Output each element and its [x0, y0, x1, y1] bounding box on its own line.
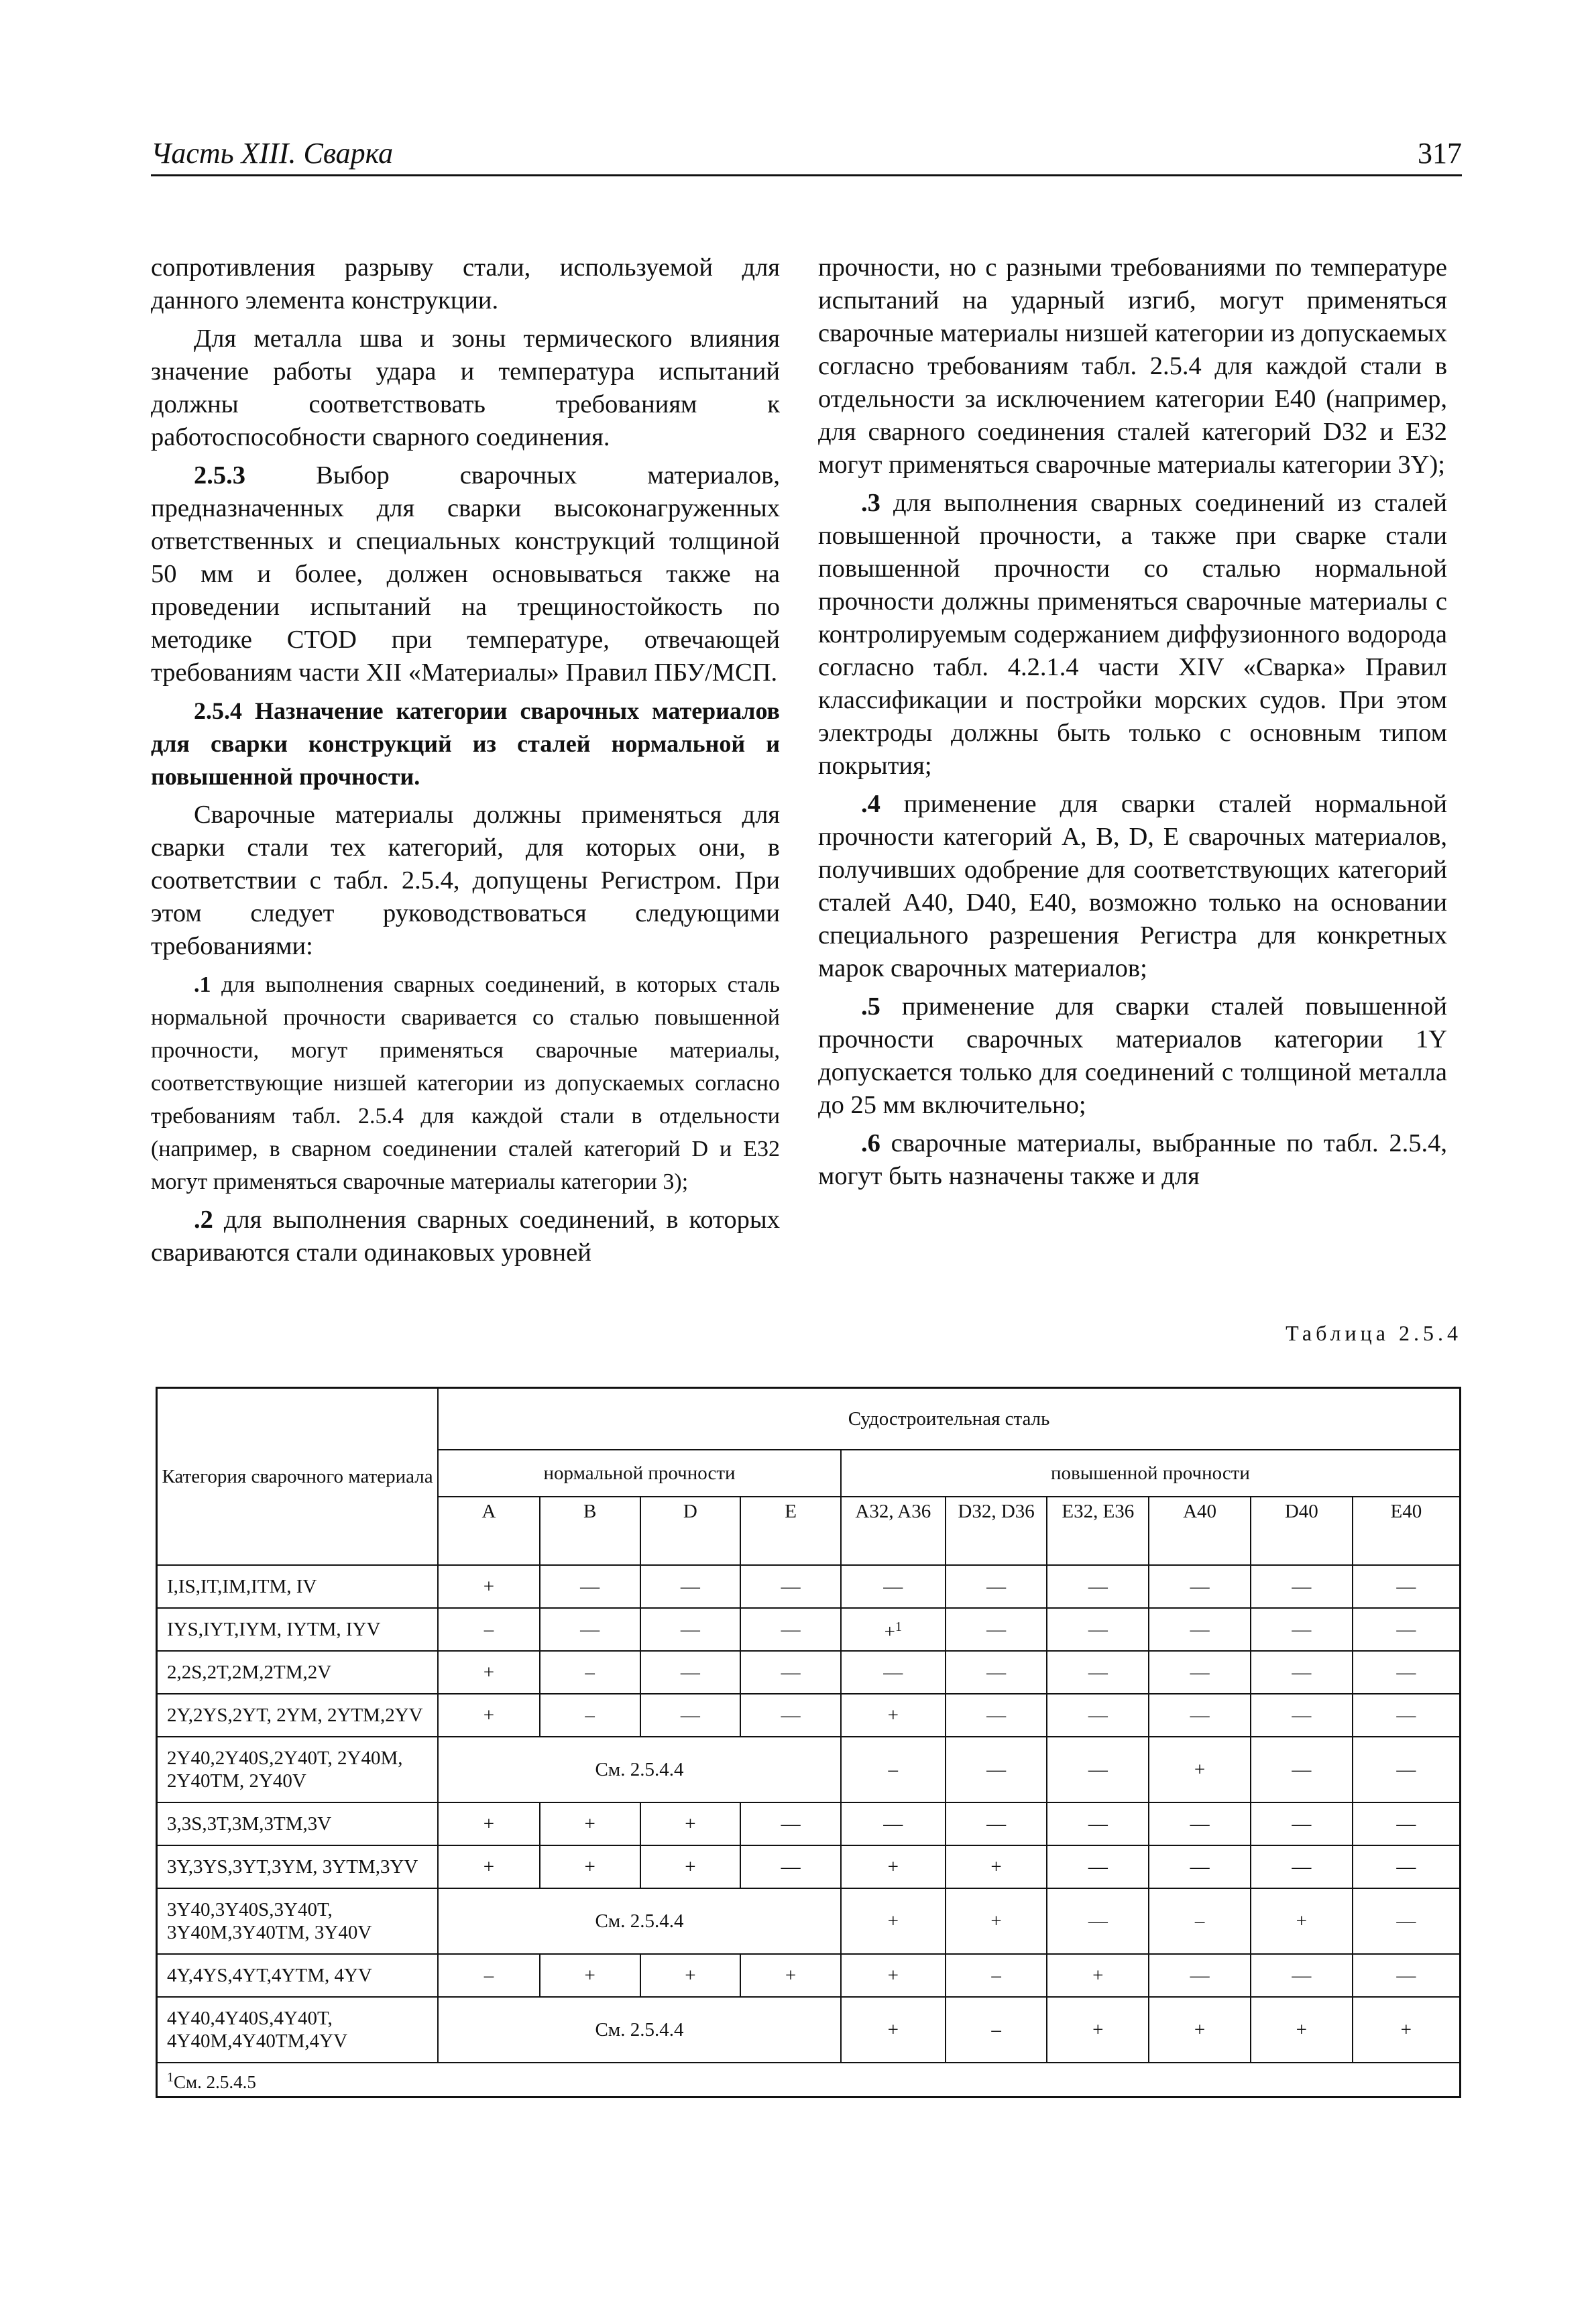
footnote-text: См. 2.5.4.5 [174, 2072, 256, 2092]
value-cell [1251, 1997, 1353, 2063]
cell-value: — [986, 1619, 1007, 1640]
value-cell [1047, 1997, 1149, 2063]
cell-value: — [1088, 1705, 1108, 1726]
cell-value: — [580, 1576, 600, 1597]
value-cell [1353, 1651, 1461, 1694]
value-cell [1251, 1888, 1353, 1954]
value-cell [438, 1694, 540, 1737]
value-cell [946, 1608, 1047, 1651]
value-cell [1251, 1651, 1353, 1694]
cell-value: — [1292, 1813, 1312, 1835]
value-cell [1251, 1694, 1353, 1737]
paragraph: Сварочные материалы должны применяться для сварки стали тех категорий, для которых они, в соответствии с табл. 2.5.4, допущены Регистром. При этом следует руководствоваться следующими требованиями: [151, 801, 780, 960]
clause-number: .6 [861, 1129, 880, 1157]
cell-value: — [1088, 1856, 1108, 1878]
cell-value: + [990, 1856, 1002, 1878]
cell-value: + [483, 1662, 495, 1683]
paragraph: Для металла шва и зоны термического влияния значение работы удара и температура испытаний должны соответствовать требованиям к работоспособности сварного соединения. [151, 325, 780, 451]
clause-number: .3 [861, 489, 880, 517]
cell-value: — [986, 1813, 1007, 1835]
value-cell [740, 1802, 841, 1845]
cell-value: — [1396, 1662, 1416, 1683]
cell-value: – [991, 1965, 1001, 1986]
cell-value: + [1194, 1759, 1206, 1780]
category-cell: 3Y,3YS,3YT,3YM, 3YTM,3YV [157, 1845, 439, 1888]
cell-value: — [1190, 1619, 1210, 1640]
value-cell [946, 1737, 1047, 1802]
value-cell [1353, 1565, 1461, 1608]
value-cell [1353, 1737, 1461, 1802]
high-strength-header: повышенной прочности [841, 1450, 1461, 1497]
column-header: E [740, 1497, 841, 1565]
paragraph [151, 1204, 780, 1269]
cell-value: — [1190, 1856, 1210, 1878]
value-cell [841, 1802, 946, 1845]
value-cell [1047, 1608, 1149, 1651]
table-row [157, 1694, 1461, 1737]
table-row [157, 1737, 1461, 1802]
cell-value: — [986, 1576, 1007, 1597]
cell-value: + [1296, 1910, 1308, 1932]
clause-number: .2 [194, 1206, 213, 1234]
table-row [157, 1608, 1461, 1651]
cell-value: — [1396, 1910, 1416, 1932]
value-cell [1149, 1845, 1251, 1888]
cell-value: — [1396, 1813, 1416, 1835]
cell-value: — [1292, 1662, 1312, 1683]
value-cell [1047, 1565, 1149, 1608]
cell-value: + [1092, 1965, 1104, 1986]
value-cell [540, 1954, 640, 1997]
cell-value: – [585, 1705, 595, 1726]
cell-value: — [1292, 1576, 1312, 1597]
cell-value: — [781, 1813, 801, 1835]
value-cell [1353, 1694, 1461, 1737]
value-cell [1149, 1565, 1251, 1608]
value-cell [841, 1997, 946, 2063]
cell-value: — [883, 1662, 903, 1683]
table-row [157, 1565, 1461, 1608]
value-cell [438, 1651, 540, 1694]
category-cell: IYS,IYT,IYM, IYTM, IYV [157, 1608, 439, 1651]
value-cell [841, 1845, 946, 1888]
paragraph-text: применение для сварки сталей нормальной прочности категорий A, B, D, E сварочных материалов, получивших одобрение для соответствующих категорий сталей A40, D40, E40, возможно только на основании специального разрешения Регистра для конкретных марок сварочных материалов; [818, 790, 1447, 982]
table-footnote [157, 2063, 1461, 2098]
cell-value: + [685, 1856, 696, 1878]
cell-value: + [887, 1856, 899, 1878]
column-header: E32, E36 [1047, 1497, 1149, 1565]
value-cell [640, 1694, 741, 1737]
cell-value: — [1396, 1576, 1416, 1597]
cell-value: – [991, 2019, 1001, 2041]
cell-value: — [1292, 1965, 1312, 1986]
cell-value: + [584, 1856, 595, 1878]
value-cell [1047, 1802, 1149, 1845]
table-row [157, 1888, 1461, 1954]
value-cell [438, 1565, 540, 1608]
cell-value: — [781, 1619, 801, 1640]
cell-value: — [1190, 1662, 1210, 1683]
left-column [151, 251, 780, 1275]
paragraph: сопротивления разрыву стали, используемой для данного элемента конструкции. [151, 253, 780, 314]
cell-value: — [1190, 1965, 1210, 1986]
value-cell [1149, 1694, 1251, 1737]
value-cell [438, 1954, 540, 1997]
value-cell [540, 1565, 640, 1608]
value-cell [841, 1651, 946, 1694]
value-cell [740, 1651, 841, 1694]
see-reference-cell: См. 2.5.4.4 [438, 1888, 841, 1954]
value-cell [1047, 1954, 1149, 1997]
column-header: D32, D36 [946, 1497, 1047, 1565]
cell-value: — [986, 1662, 1007, 1683]
footnote-mark: 1 [895, 1619, 902, 1635]
value-cell [946, 1997, 1047, 2063]
value-cell [946, 1694, 1047, 1737]
cell-value: + [887, 1965, 899, 1986]
paragraph [818, 487, 1447, 783]
value-cell [540, 1802, 640, 1845]
category-cell: 2Y,2YS,2YT, 2YM, 2YTM,2YV [157, 1694, 439, 1737]
value-cell [1149, 1954, 1251, 1997]
value-cell [438, 1608, 540, 1651]
value-cell [740, 1694, 841, 1737]
value-cell [841, 1608, 946, 1651]
paragraph [151, 968, 780, 1198]
cell-value: — [1190, 1576, 1210, 1597]
category-cell: 4Y,4YS,4YT,4YTM, 4YV [157, 1954, 439, 1997]
column-header: E40 [1353, 1497, 1461, 1565]
value-cell [1353, 1888, 1461, 1954]
value-cell [841, 1694, 946, 1737]
cell-value: – [483, 1965, 494, 1986]
value-cell [841, 1888, 946, 1954]
value-cell [1047, 1845, 1149, 1888]
value-cell [946, 1845, 1047, 1888]
page-number: 317 [1418, 137, 1462, 170]
paragraph: прочности, но с разными требованиями по температуре испытаний на ударный изгиб, могут применяться сварочные материалы низшей категории из допускаемых согласно требованиям табл. 2.5.4 для каждой стали в отдельности за исключением категории E40 (например, для сварного соединения сталей категорий D32 и E32 могут применяться сварочные материалы категории 3Y); [818, 253, 1447, 479]
value-cell [1251, 1954, 1353, 1997]
value-cell [540, 1651, 640, 1694]
column-header: A40 [1149, 1497, 1251, 1565]
category-cell: I,IS,IT,IM,ITM, IV [157, 1565, 439, 1608]
paragraph-text: применение для сварки сталей повышенной прочности сварочных материалов категории 1Y допускается только для соединений с толщиной металла до 25 мм включительно; [818, 992, 1447, 1119]
column-header: B [540, 1497, 640, 1565]
value-cell [1047, 1737, 1149, 1802]
cell-value: — [883, 1576, 903, 1597]
value-cell [640, 1845, 741, 1888]
cell-value: + [483, 1856, 495, 1878]
cell-value: + [584, 1813, 595, 1835]
cell-value: — [986, 1759, 1007, 1780]
cell-value: — [680, 1705, 700, 1726]
cell-value: – [483, 1619, 494, 1640]
value-cell [1353, 1802, 1461, 1845]
cell-value: – [1194, 1910, 1205, 1932]
column-header: D [640, 1497, 741, 1565]
steel-header: Судостроительная сталь [438, 1388, 1460, 1450]
clause-number: .1 [194, 972, 211, 997]
section-heading: 2.5.4 Назначение категории сварочных материалов для сварки конструкций из сталей нормальной и повышенной прочности. [151, 697, 780, 790]
paragraph [818, 788, 1447, 985]
cell-value: + [483, 1576, 495, 1597]
cell-value: + [884, 1621, 895, 1643]
cell-value: + [685, 1965, 696, 1986]
cell-value: — [1088, 1813, 1108, 1835]
cell-value: — [1292, 1619, 1312, 1640]
value-cell [438, 1845, 540, 1888]
cell-value: — [1190, 1705, 1210, 1726]
cell-value: — [781, 1662, 801, 1683]
value-cell [1149, 1997, 1251, 2063]
value-cell [1251, 1845, 1353, 1888]
value-cell [1149, 1888, 1251, 1954]
right-column [818, 251, 1447, 1198]
cell-value: — [1190, 1813, 1210, 1835]
cell-value: — [1396, 1965, 1416, 1986]
value-cell [640, 1651, 741, 1694]
value-cell [640, 1954, 741, 1997]
cell-value: — [680, 1576, 700, 1597]
value-cell [640, 1608, 741, 1651]
category-cell: 3Y40,3Y40S,3Y40T, 3Y40M,3Y40TM, 3Y40V [157, 1888, 439, 1954]
value-cell [540, 1608, 640, 1651]
value-cell [540, 1845, 640, 1888]
value-cell [841, 1954, 946, 1997]
category-cell: 2,2S,2T,2M,2TM,2V [157, 1651, 439, 1694]
value-cell [1353, 1997, 1461, 2063]
cell-value: — [781, 1705, 801, 1726]
footnote-mark: 1 [167, 2070, 174, 2085]
table-row [157, 1845, 1461, 1888]
value-cell [740, 1954, 841, 1997]
column-header: D40 [1251, 1497, 1353, 1565]
cell-value: + [887, 1705, 899, 1726]
value-cell [1047, 1694, 1149, 1737]
value-cell [1149, 1802, 1251, 1845]
cell-value: — [1396, 1856, 1416, 1878]
value-cell [1149, 1651, 1251, 1694]
paragraph-text: для выполнения сварных соединений из сталей повышенной прочности, а также при сварке стали повышенной прочности со сталью нормальной прочности должны применяться сварочные материалы с контролируемым содержанием диффузионного водорода согласно табл. 4.2.1.4 части XIV «Сварка» Правил классификации и постройки морских судов. При этом электроды должны быть только с основным типом покрытия; [818, 489, 1447, 780]
value-cell [946, 1651, 1047, 1694]
paragraph-text: Выбор сварочных материалов, предназначенных для сварки высоконагруженных ответственных и специальных конструкций толщиной 50 мм и более, должен основываться также на проведении испытаний на трещиностойкость по методике CTOD при температуре, отвечающей требованиям части XII «Материалы» Правил ПБУ/МСП. [151, 461, 780, 687]
cell-value: — [680, 1662, 700, 1683]
table-row [157, 1651, 1461, 1694]
column-header: A [438, 1497, 540, 1565]
value-cell [438, 1802, 540, 1845]
value-cell [740, 1608, 841, 1651]
cell-value: — [1292, 1759, 1312, 1780]
cell-value: — [1088, 1759, 1108, 1780]
value-cell [946, 1888, 1047, 1954]
paragraph [818, 990, 1447, 1122]
value-cell [1149, 1737, 1251, 1802]
see-reference-cell: См. 2.5.4.4 [438, 1997, 841, 2063]
cell-value: — [580, 1619, 600, 1640]
cell-value: — [781, 1576, 801, 1597]
cell-value: — [1396, 1759, 1416, 1780]
value-cell [1047, 1651, 1149, 1694]
cell-value: — [1396, 1705, 1416, 1726]
value-cell [1251, 1565, 1353, 1608]
value-cell [540, 1694, 640, 1737]
cell-value: — [1088, 1910, 1108, 1932]
paragraph [151, 459, 780, 689]
paragraph-text: сварочные материалы, выбранные по табл. 2.5.4, могут быть назначены также и для [818, 1129, 1447, 1190]
clause-number: 2.5.3 [194, 461, 245, 490]
normal-strength-header: нормальной прочности [438, 1450, 841, 1497]
cell-value: + [785, 1965, 797, 1986]
cell-value: – [888, 1759, 899, 1780]
category-header: Категория сварочного материала [157, 1388, 439, 1566]
see-reference-cell: См. 2.5.4.4 [438, 1737, 841, 1802]
column-header: A32, A36 [841, 1497, 946, 1565]
cell-value: + [584, 1965, 595, 1986]
cell-value: + [887, 2019, 899, 2041]
category-cell: 3,3S,3T,3M,3TM,3V [157, 1802, 439, 1845]
cell-value: + [1092, 2019, 1104, 2041]
cell-value: — [986, 1705, 1007, 1726]
cell-value: — [1088, 1576, 1108, 1597]
cell-value: + [483, 1813, 495, 1835]
value-cell [1251, 1608, 1353, 1651]
value-cell [1353, 1845, 1461, 1888]
page-header [151, 134, 1462, 176]
cell-value: — [1396, 1619, 1416, 1640]
value-cell [1353, 1608, 1461, 1651]
cell-value: — [1292, 1705, 1312, 1726]
cell-value: + [483, 1705, 495, 1726]
cell-value: + [887, 1910, 899, 1932]
value-cell [740, 1845, 841, 1888]
cell-value: — [883, 1813, 903, 1835]
paragraph [818, 1127, 1447, 1193]
value-cell [841, 1565, 946, 1608]
running-title: Часть XIII. Сварка [151, 137, 394, 170]
cell-value: – [585, 1662, 595, 1683]
value-cell [1149, 1608, 1251, 1651]
value-cell [1047, 1888, 1149, 1954]
cell-value: + [1400, 2019, 1412, 2041]
value-cell [640, 1565, 741, 1608]
cell-value: — [1292, 1856, 1312, 1878]
table-row [157, 1954, 1461, 1997]
value-cell [946, 1954, 1047, 1997]
category-cell: 4Y40,4Y40S,4Y40T, 4Y40M,4Y40TM,4YV [157, 1997, 439, 2063]
value-cell [841, 1737, 946, 1802]
cell-value: — [1088, 1662, 1108, 1683]
cell-value: + [1194, 2019, 1206, 2041]
table-row [157, 1802, 1461, 1845]
cell-value: — [781, 1856, 801, 1878]
value-cell [1251, 1802, 1353, 1845]
category-cell: 2Y40,2Y40S,2Y40T, 2Y40M, 2Y40TM, 2Y40V [157, 1737, 439, 1802]
cell-value: + [1296, 2019, 1308, 2041]
value-cell [640, 1802, 741, 1845]
value-cell [740, 1565, 841, 1608]
paragraph-text: для выполнения сварных соединений, в которых сталь нормальной прочности сваривается со сталью повышенной прочности, могут применяться сварочные материалы, соответствующие низшей категории из допускаемых согласно требованиям табл. 2.5.4 для каждой стали в отдельности (например, в сварном соединении сталей категорий D и E32 могут применяться сварочные материалы категории 3); [151, 972, 780, 1194]
clause-number: .4 [861, 790, 880, 818]
cell-value: — [680, 1619, 700, 1640]
welding-materials-table [156, 1387, 1461, 2098]
value-cell [1353, 1954, 1461, 1997]
cell-value: + [685, 1813, 696, 1835]
cell-value: — [1088, 1619, 1108, 1640]
cell-value: + [990, 1910, 1002, 1932]
value-cell [1251, 1737, 1353, 1802]
value-cell [946, 1802, 1047, 1845]
value-cell [946, 1565, 1047, 1608]
table-row [157, 1997, 1461, 2063]
clause-number: .5 [861, 992, 880, 1021]
table-caption: Таблица 2.5.4 [1286, 1321, 1462, 1345]
paragraph-text: для выполнения сварных соединений, в которых свариваются стали одинаковых уровней [151, 1206, 780, 1267]
